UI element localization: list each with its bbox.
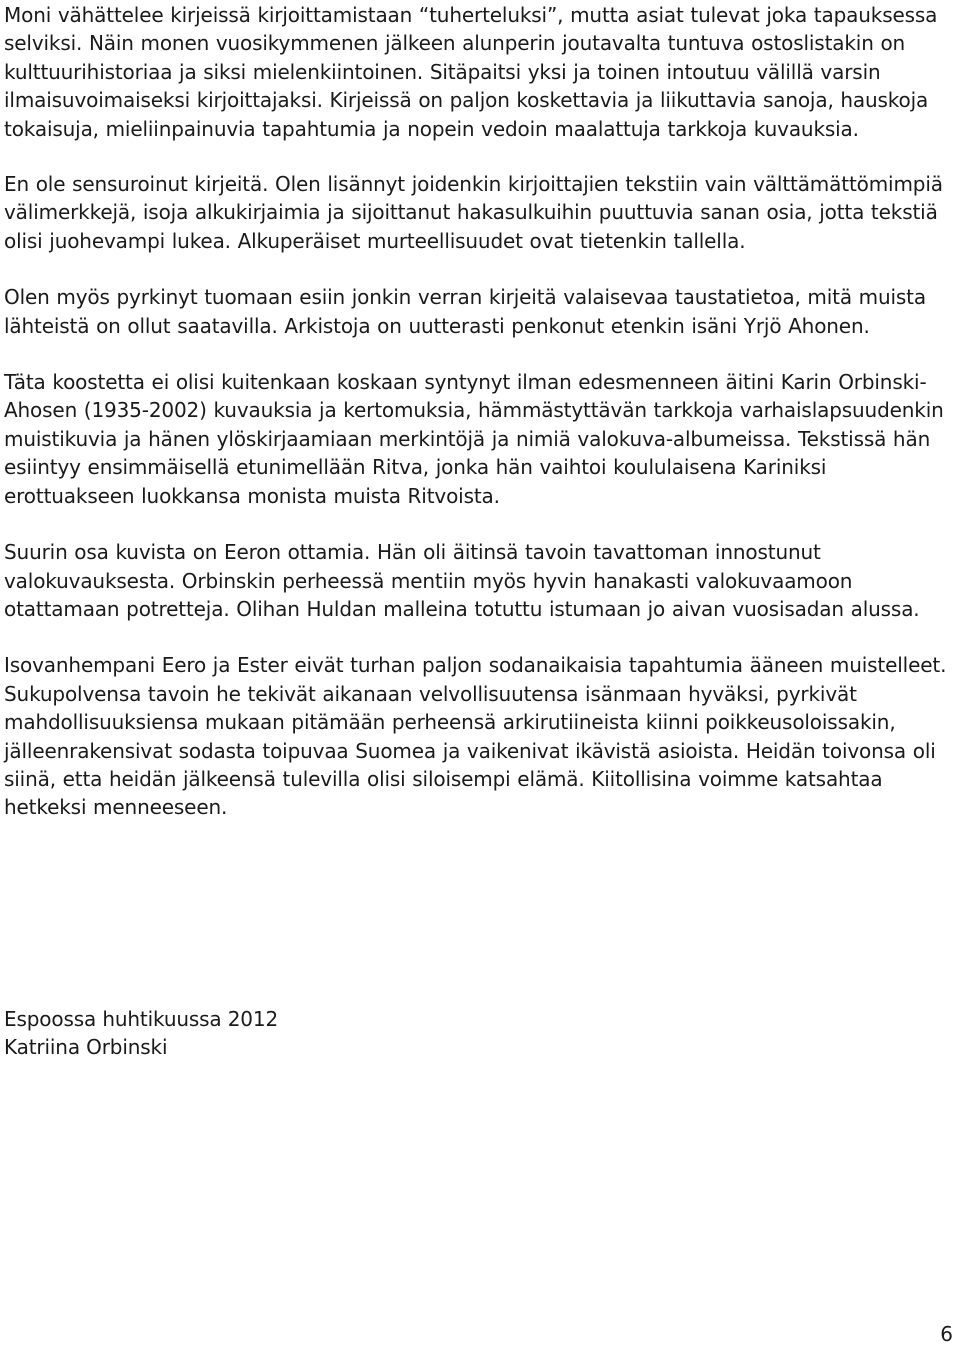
paragraph-2: En ole sensuroinut kirjeitä. Olen lisännyt joidenkin kirjoittajien tekstiin vain välttämättömimpiä välimerkkejä, isoja alkukirjaimia ja sijoittanut hakasulkuihin puuttuvia sanan osia, jotta tekstiä olisi juohevampi lukea. Alkuperäiset murteellisuudet ovat tietenkin tallella. (4, 172, 943, 253)
paragraph-3: Olen myös pyrkinyt tuomaan esiin jonkin verran kirjeitä valaisevaa taustatietoa, mitä muista lähteistä on ollut saatavilla. Arkistoja on uutterasti penkonut etenkin isäni Yrjö Ahonen. (4, 285, 926, 338)
paragraph-5: Suurin osa kuvista on Eeron ottamia. Hän oli äitinsä tavoin tavattoman innostunut valokuvauksesta. Orbinskin perheessä mentiin myös hyvin hanakasti valokuvaamoon otattamaan potretteja. Olihan Huldan malleina totuttu istumaan jo aivan vuosisadan alussa. (4, 540, 920, 621)
paragraph-1: Moni vähättelee kirjeissä kirjoittamistaan “tuherteluksi”, mutta asiat tulevat joka tapauksessa selviksi. Näin monen vuosikymmenen jälkeen alunperin joutavalta tuntuva ostoslistakin on kulttuurihistoriaa ja siksi mielenkiintoinen. Sitäpaitsi yksi ja toinen intoutuu välillä varsin ilmaisuvoimaiseksi kirjoittajaksi. Kirjeissä on paljon koskettavia ja liikuttavia sanoja, hauskoja tokaisuja, mieliinpainuvia tapahtumia ja nopein vedoin maalattuja tarkkoja kuvauksia. (4, 3, 938, 141)
paragraph-6: Isovanhempani Eero ja Ester eivät turhan paljon sodanaikaisia tapahtumia ääneen muistelleet. Sukupolvensa tavoin he tekivät aikanaan velvollisuutensa isänmaan hyväksi, pyrkivät mahdollisuuksiensa mukaan pitämään perheensä arkirutiineista kiinni poikkeusoloissakin, jälleenrakensivat sodasta toipuvaa Suomea ja vaikenivat ikävistä asioista. Heidän toivonsa oli siinä, etta heidän jälkeensä tulevilla olisi siloisempi elämä. Kiitollisina voimme katsahtaa hetkeksi menneeseen. (4, 653, 947, 820)
page-number: 6 (940, 1322, 953, 1346)
signature-block (4, 1005, 278, 1062)
paragraph-4: Täta koostetta ei olisi kuitenkaan koskaan syntynyt ilman edesmenneen äitini Karin Orbinski-Ahosen (1935-2002) kuvauksia ja kertomuksia, hämmästyttävän tarkkoja varhaislapsuudenkin muistikuvia ja hänen ylöskirjaamiaan merkintöjä ja nimiä valokuva-albumeissa. Tekstissä hän esiintyy ensimmäisellä etunimellään Ritva, jonka hän vaihtoi koululaisena Kariniksi erottuakseen luokkansa monista muista Ritvoista. (4, 370, 944, 508)
signature-author: Katriina Orbinski (4, 1035, 168, 1060)
document-body (4, 0, 954, 850)
signature-place-date: Espoossa huhtikuussa 2012 (4, 1007, 279, 1031)
